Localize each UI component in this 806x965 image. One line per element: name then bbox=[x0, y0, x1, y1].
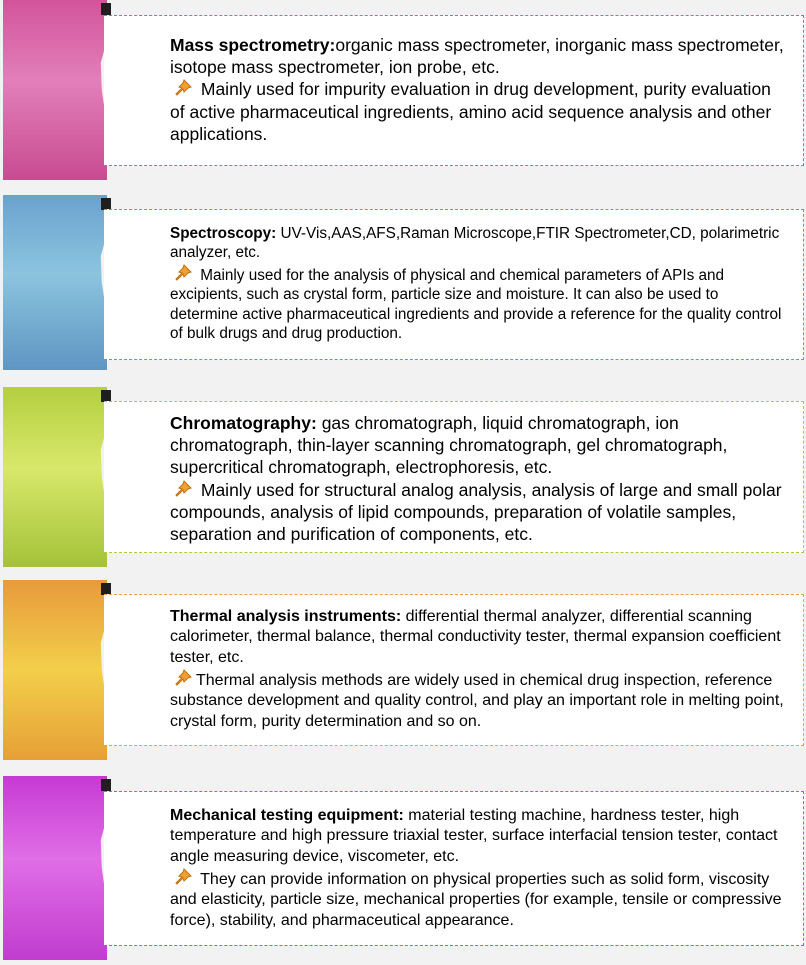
instrument-list: organic mass spectrometer, inorganic mass spectrometer, isotope mass spectrometer, ion probe, etc. bbox=[170, 35, 784, 78]
usage-text: Thermal analysis methods are widely used in chemical drug inspection, reference substance development and quality control, and play an important role in melting point, crystal form, purity determination and so on. bbox=[170, 671, 784, 730]
instrument-list: gas chromatograph, liquid chromatograph, ion chromatograph, thin-layer scanning chromatograph, gel chromatograph, supercritical chromatograph, electrophoresis, etc. bbox=[170, 413, 728, 478]
color-tab bbox=[3, 776, 107, 960]
section-thermal-analysis bbox=[0, 580, 806, 760]
instrument-list: material testing machine, hardness tester, high temperature and high pressure triaxial tester, surface interfacial tension tester, contact angle measuring device, viscometer, etc. bbox=[170, 807, 778, 865]
color-tab bbox=[3, 195, 107, 370]
section-chromatography bbox=[0, 387, 806, 567]
section-title: Thermal analysis instruments: bbox=[170, 608, 406, 625]
pushpin-icon bbox=[170, 263, 196, 285]
section-title: Spectroscopy: bbox=[170, 225, 281, 242]
pushpin-icon bbox=[170, 867, 196, 890]
text-card bbox=[104, 594, 804, 746]
text-card bbox=[104, 15, 804, 166]
pushpin-icon bbox=[170, 479, 196, 501]
text-card bbox=[104, 401, 804, 553]
usage-text: Mainly used for the analysis of physical and chemical parameters of APIs and excipients, such as crystal form, particle size and moisture. It can also be used to determine active pharmaceutical ingredients and provide a reference for the quality control of bulk drugs and drug production. bbox=[170, 266, 782, 343]
instrument-list: UV-Vis,AAS,AFS,Raman Microscope,FTIR Spectrometer,CD, polarimetric analyzer, etc. bbox=[170, 225, 780, 262]
instrument-list: differential thermal analyzer, differential scanning calorimeter, thermal balance, thermal conductivity tester, thermal expansion coefficient tester, etc. bbox=[170, 608, 781, 666]
pushpin-icon bbox=[170, 78, 196, 100]
usage-text: Mainly used for impurity evaluation in drug development, purity evaluation of active pharmaceutical ingredients, amino acid sequence analysis and other applications. bbox=[170, 79, 772, 144]
section-title: Mass spectrometry: bbox=[170, 35, 336, 55]
section-mechanical-testing bbox=[0, 776, 806, 961]
color-tab bbox=[3, 0, 107, 180]
usage-text: They can provide information on physical properties such as solid form, viscosity and elasticity, particle size, mechanical properties (for example, tensile or compressive force), stability, and pharmaceutical appearance. bbox=[170, 870, 782, 929]
section-title: Chromatography: bbox=[170, 413, 322, 433]
tab-corner bbox=[101, 3, 111, 15]
usage-text: Mainly used for structural analog analysis, analysis of large and small polar compounds, analysis of lipid compounds, preparation of volatile samples, separation and purification of components, etc. bbox=[170, 479, 782, 545]
color-tab bbox=[3, 387, 107, 567]
section-title: Mechanical testing equipment: bbox=[170, 807, 409, 824]
text-card bbox=[104, 209, 804, 360]
section-mass-spectrometry bbox=[0, 0, 806, 185]
color-tab bbox=[3, 580, 107, 760]
tab-corner bbox=[101, 779, 111, 791]
text-card bbox=[104, 791, 804, 946]
section-spectroscopy bbox=[0, 195, 806, 375]
pushpin-icon bbox=[170, 668, 196, 691]
